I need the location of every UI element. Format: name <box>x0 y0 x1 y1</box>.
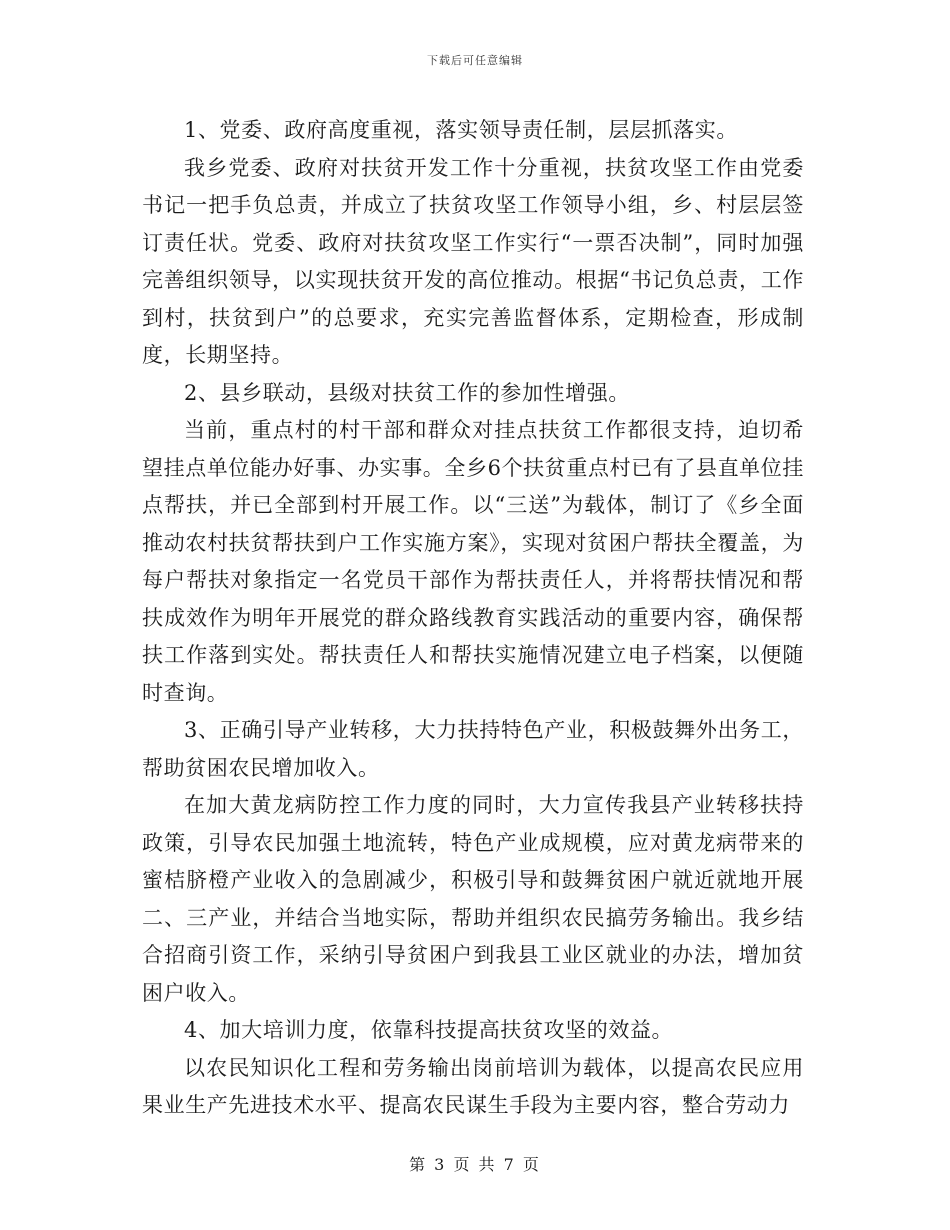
page-number-footer: 第 3 页 共 7 页 <box>409 1155 541 1174</box>
heading-3: 3、正确引导产业转移，大力扶持特色产业，积极鼓舞外出务工，帮助贫困农民增加收入。 <box>142 718 804 780</box>
document-body <box>142 112 804 1125</box>
paragraph-3: 在加大黄龙病防控工作力度的同时，大力宣传我县产业转移扶持政策，引导农民加强土地流转，特色产业成规模，应对黄龙病带来的蜜桔脐橙产业收入的急剧减少，积极引导和鼓舞贫困户就近就地开展二、三产业，并结合当地实际，帮助并组织农民搞劳务输出。我乡结合招商引资工作，采纳引导贫困户到我县工业区就业的办法，增加贫困户收入。 <box>142 793 804 1005</box>
page-header: 下载后可任意编辑 <box>427 54 523 67</box>
paragraph-2: 当前，重点村的村干部和群众对挂点扶贫工作都很支持，迫切希望挂点单位能办好事、办实事。全乡6个扶贫重点村已有了县直单位挂点帮扶，并已全部到村开展工作。以“三送”为载体，制订了《乡全面推动农村扶贫帮扶到户工作实施方案》，实现对贫困户帮扶全覆盖，为每户帮扶对象指定一名党员干部作为帮扶责任人，并将帮扶情况和帮扶成效作为明年开展党的群众路线教育实践活动的重要内容，确保帮扶工作落到实处。帮扶责任人和帮扶实施情况建立电子档案，以便随时查询。 <box>142 418 804 705</box>
heading-4: 4、加大培训力度，依靠科技提高扶贫攻坚的效益。 <box>184 1018 674 1042</box>
heading-2: 2、县乡联动，县级对扶贫工作的参加性增强。 <box>184 380 630 405</box>
paragraph-4: 以农民知识化工程和劳务输出岗前培训为载体，以提高农民应用果业生产先进技术水平、提高农民谋生手段为主要内容，整合劳动力 <box>142 1055 804 1117</box>
paragraph-1: 我乡党委、政府对扶贫开发工作十分重视，扶贫攻坚工作由党委书记一把手负总责，并成立了扶贫攻坚工作领导小组，乡、村层层签订责任状。党委、政府对扶贫攻坚工作实行“一票否决制”，同时加强完善组织领导，以实现扶贫开发的高位推动。根据“书记负总责，工作到村，扶贫到户”的总要求，充实完善监督体系，定期检查，形成制度，长期坚持。 <box>142 155 804 367</box>
heading-1: 1、党委、政府高度重视，落实领导责任制，层层抓落实。 <box>184 118 738 142</box>
